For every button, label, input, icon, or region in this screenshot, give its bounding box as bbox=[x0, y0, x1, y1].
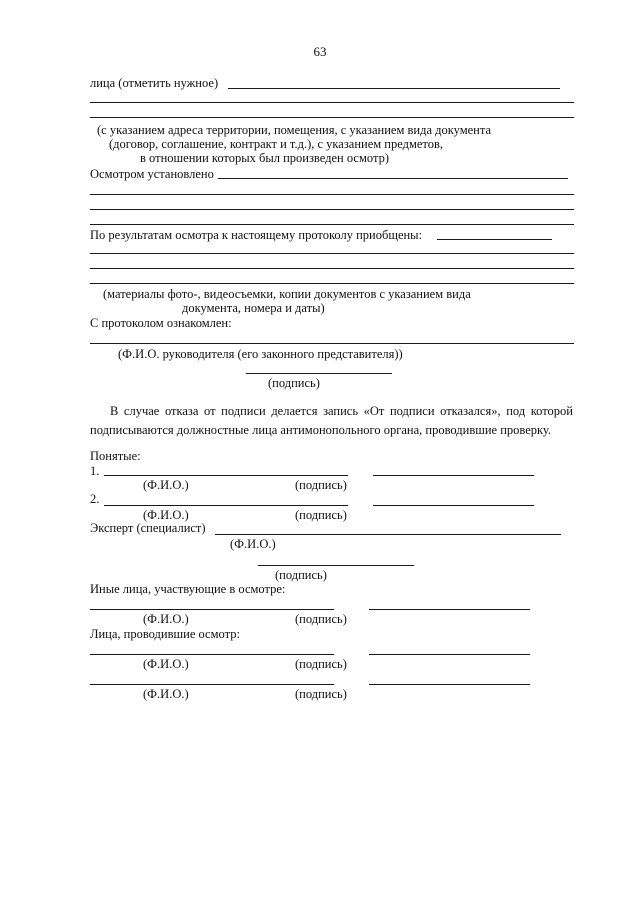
manager-signature-line bbox=[246, 373, 392, 374]
manager-signature-caption: (подпись) bbox=[268, 376, 320, 390]
address-note-line-3: в отношении которых был произведен осмотр) bbox=[140, 151, 389, 165]
witness-1-signature-line bbox=[373, 475, 534, 476]
witness-2-signature-caption: (подпись) bbox=[295, 508, 347, 522]
fill-line bbox=[90, 268, 574, 269]
expert-fio-line bbox=[215, 534, 561, 535]
materials-note-line-1: (материалы фото-, видеосъемки, копии документов с указанием вида bbox=[103, 287, 471, 301]
inspection-established-label: Осмотром установлено bbox=[90, 167, 214, 181]
refusal-paragraph: В случае отказа от подписи делается запись «От подписи отказался», под которой подписываются должностные лица антимонопольного органа, проводившие проверку. bbox=[90, 404, 573, 437]
manager-caption: (Ф.И.О. руководителя (его законного представителя)) bbox=[118, 347, 403, 361]
expert-label: Эксперт (специалист) bbox=[90, 521, 206, 535]
inspector-2-fio-caption: (Ф.И.О.) bbox=[143, 687, 189, 701]
other-person-signature-caption: (подпись) bbox=[295, 612, 347, 626]
inspector-2-signature-caption: (подпись) bbox=[295, 687, 347, 701]
witness-2-fio-caption: (Ф.И.О.) bbox=[143, 508, 189, 522]
inspectors-label: Лица, проводившие осмотр: bbox=[90, 627, 240, 641]
witness-2-number: 2. bbox=[90, 492, 100, 506]
expert-signature-line bbox=[258, 565, 414, 566]
attached-line bbox=[437, 239, 552, 240]
other-person-fio-caption: (Ф.И.О.) bbox=[143, 612, 189, 626]
inspector-1-signature-caption: (подпись) bbox=[295, 657, 347, 671]
other-person-signature-line bbox=[369, 609, 530, 610]
witness-1-signature-caption: (подпись) bbox=[295, 478, 347, 492]
attached-label: По результатам осмотра к настоящему протоколу приобщены: bbox=[90, 228, 423, 242]
page-number: 63 bbox=[313, 44, 327, 59]
persons-line bbox=[228, 88, 560, 89]
witnesses-label: Понятые: bbox=[90, 449, 141, 463]
address-note-line-1: (с указанием адреса территории, помещения, с указанием вида документа bbox=[97, 123, 492, 137]
persons-label: лица (отметить нужное) bbox=[90, 76, 219, 90]
fill-line bbox=[90, 253, 574, 254]
inspector-1-fio-line bbox=[90, 654, 334, 655]
fill-line bbox=[90, 117, 574, 118]
witness-1-number: 1. bbox=[90, 464, 100, 478]
fill-line bbox=[90, 224, 574, 225]
manager-line bbox=[90, 343, 574, 344]
inspector-2-fio-line bbox=[90, 684, 334, 685]
fill-line bbox=[90, 209, 574, 210]
address-note-line-2: (договор, соглашение, контракт и т.д.), с указанием предметов, bbox=[109, 137, 443, 151]
inspector-1-fio-caption: (Ф.И.О.) bbox=[143, 657, 189, 671]
fill-line bbox=[90, 283, 574, 284]
materials-note-line-2: документа, номера и даты) bbox=[182, 301, 325, 315]
fill-line bbox=[90, 102, 574, 103]
other-persons-label: Иные лица, участвующие в осмотре: bbox=[90, 582, 286, 596]
witness-2-fio-line bbox=[104, 505, 348, 506]
inspector-1-signature-line bbox=[369, 654, 530, 655]
other-person-fio-line bbox=[90, 609, 334, 610]
expert-signature-caption: (подпись) bbox=[275, 568, 327, 582]
witness-1-fio-line bbox=[104, 475, 348, 476]
established-line bbox=[218, 178, 568, 179]
witness-1-fio-caption: (Ф.И.О.) bbox=[143, 478, 189, 492]
fill-line bbox=[90, 194, 574, 195]
expert-fio-caption: (Ф.И.О.) bbox=[230, 537, 276, 551]
acquainted-label: С протоколом ознакомлен: bbox=[90, 316, 232, 330]
witness-2-signature-line bbox=[373, 505, 534, 506]
inspector-2-signature-line bbox=[369, 684, 530, 685]
